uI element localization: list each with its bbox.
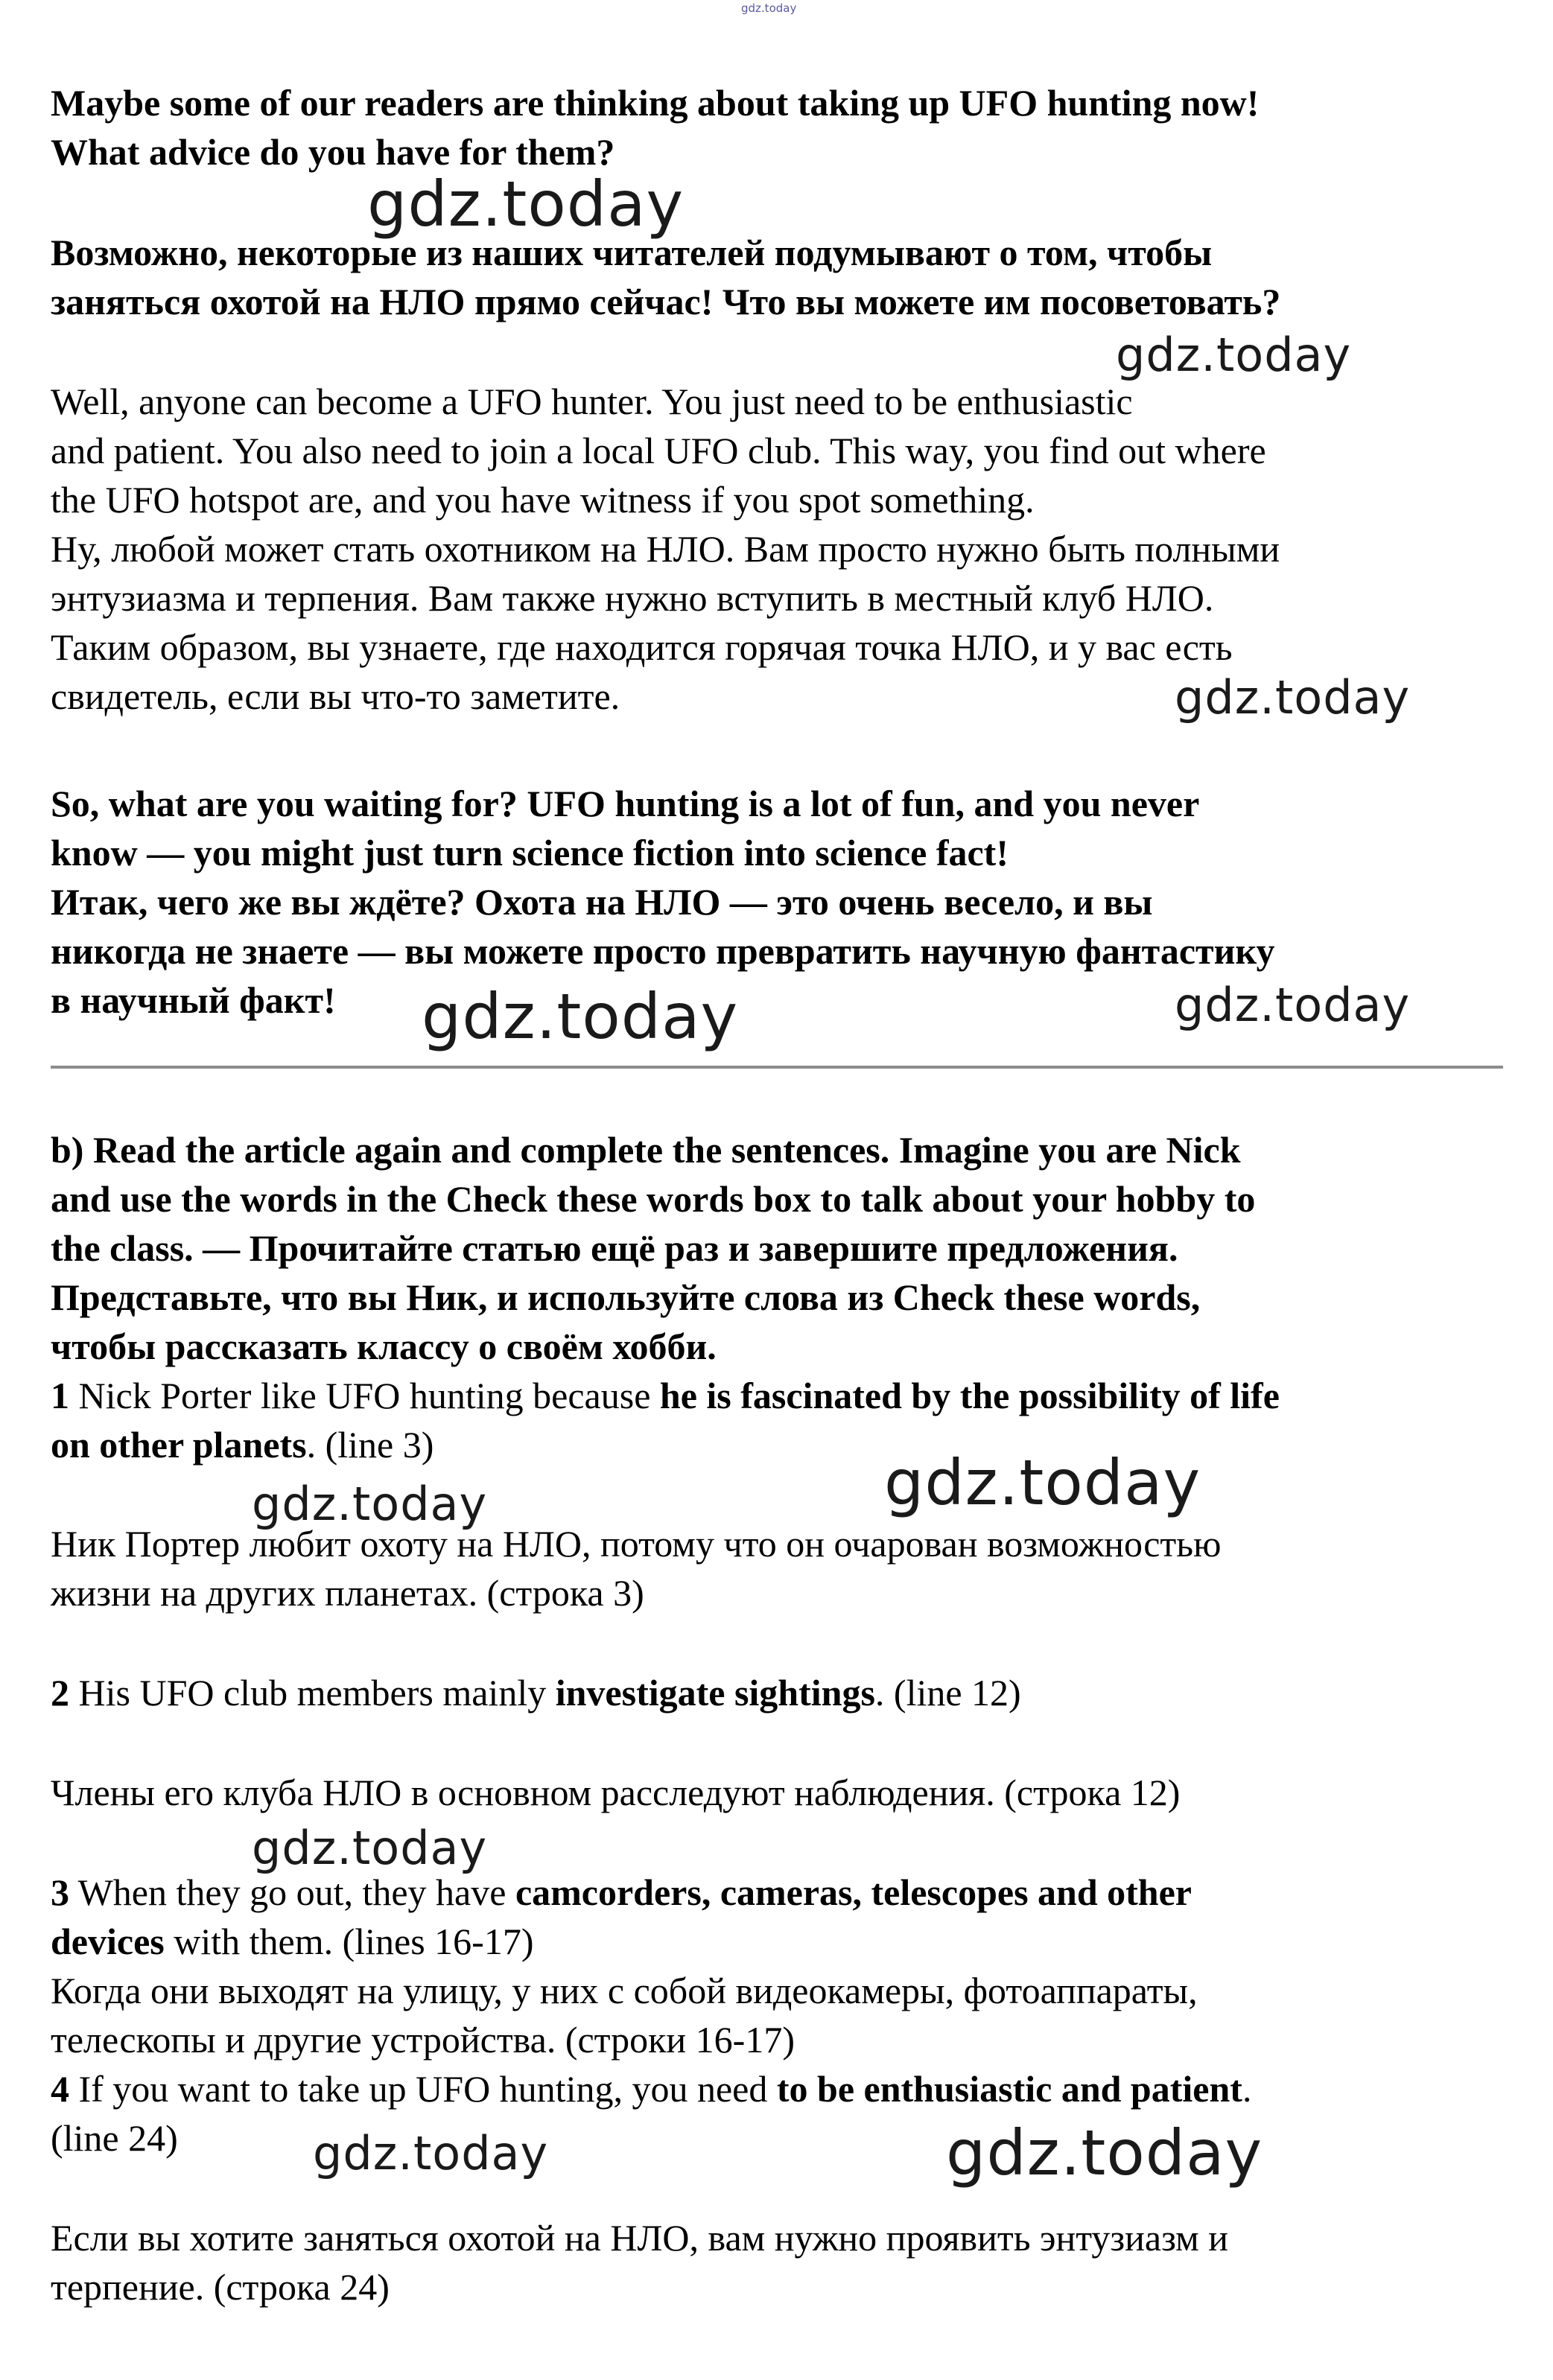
item-2-en-line-1 xyxy=(51,1668,1021,1717)
task-line-3: the class. — Прочитайте статью ещё раз и завершите предложения. xyxy=(51,1227,1178,1269)
item-3-number: 3 xyxy=(51,1871,69,1913)
item-3-line-ref: with them. (lines 16-17) xyxy=(164,1921,534,1962)
item-4-en-line-1 xyxy=(51,2064,1251,2113)
item-3-text: When they go out, they have xyxy=(69,1871,515,1913)
item-1-number: 1 xyxy=(51,1375,69,1416)
item-1-en-line-2 xyxy=(51,1420,433,1469)
item-1-ru-line-2: жизни на других планетах. (строка 3) xyxy=(51,1572,644,1614)
watermark-2: gdz.today xyxy=(1116,328,1352,382)
closing-en-line-1: So, what are you waiting for? UFO hunting is a lot of fun, and you never xyxy=(51,783,1200,824)
answer-en-line-2: and patient. You also need to join a local UFO club. This way, you find out where xyxy=(51,430,1266,471)
item-3-answer-cont: devices xyxy=(51,1921,165,1962)
watermark-7: gdz.today xyxy=(884,1446,1201,1519)
item-1-en-line-1 xyxy=(51,1371,1280,1420)
closing-en-line-2: know — you might just turn science fiction into science fact! xyxy=(51,832,1009,874)
task-line-5: чтобы рассказать классу о своём хобби. xyxy=(51,1326,717,1367)
header-watermark: gdz.today xyxy=(741,1,797,15)
item-1-ru-line-1: Ник Портер любит охоту на НЛО, потому что он очарован возможностью xyxy=(51,1523,1222,1565)
watermark-1: gdz.today xyxy=(367,168,685,241)
answer-ru-line-2: энтузиазма и терпения. Вам также нужно вступить в местный клуб НЛО. xyxy=(51,577,1214,619)
item-3-answer: camcorders, cameras, telescopes and other xyxy=(515,1871,1192,1913)
watermark-4: gdz.today xyxy=(422,980,739,1053)
watermark-3: gdz.today xyxy=(1175,670,1411,725)
item-3-en-line-2 xyxy=(51,1917,534,1966)
item-2-number: 2 xyxy=(51,1672,69,1714)
question-ru-line-2: заняться охотой на НЛО прямо сейчас! Что вы можете им посоветовать? xyxy=(51,281,1281,322)
item-3-en-line-1 xyxy=(51,1868,1192,1917)
answer-ru-line-1: Ну, любой может стать охотником на НЛО. Вам просто нужно быть полными xyxy=(51,528,1280,570)
item-3-ru-line-2: телескопы и другие устройства. (строки 16-17) xyxy=(51,2019,795,2061)
watermark-5: gdz.today xyxy=(1175,978,1411,1032)
question-ru-line-1: Возможно, некоторые из наших читателей подумывают о том, чтобы xyxy=(51,232,1213,273)
watermark-9: gdz.today xyxy=(313,2126,549,2180)
item-4-number: 4 xyxy=(51,2068,69,2110)
watermark-6: gdz.today xyxy=(252,1477,488,1531)
section-divider xyxy=(51,1066,1503,1069)
task-line-2: and use the words in the Check these words box to talk about your hobby to xyxy=(51,1178,1256,1220)
item-1-text: Nick Porter like UFO hunting because xyxy=(69,1375,660,1416)
closing-ru-line-2: никогда не знаете — вы можете просто превратить научную фантастику xyxy=(51,930,1275,972)
closing-ru-line-3: в научный факт! xyxy=(51,979,336,1021)
answer-ru-line-3: Таким образом, вы узнаете, где находится горячая точка НЛО, и у вас есть xyxy=(51,626,1233,668)
item-4-ru-line-2: терпение. (строка 24) xyxy=(51,2266,390,2308)
answer-en-line-3: the UFO hotspot are, and you have witness if you spot something. xyxy=(51,479,1035,521)
closing-ru-line-1: Итак, чего же вы ждёте? Охота на НЛО — это очень весело, и вы xyxy=(51,881,1153,923)
question-en-line-2: What advice do you have for them? xyxy=(51,131,615,173)
item-4-en-line-2: (line 24) xyxy=(51,2117,178,2159)
item-4-text: If you want to take up UFO hunting, you need xyxy=(69,2068,777,2110)
task-line-4: Представьте, что вы Ник, и используйте слова из Check these words, xyxy=(51,1276,1201,1318)
item-1-answer: he is fascinated by the possibility of life xyxy=(659,1375,1280,1416)
item-1-answer-cont: on other planets xyxy=(51,1424,307,1466)
item-2-ru-line-1: Члены его клуба НЛО в основном расследуют наблюдения. (строка 12) xyxy=(51,1772,1181,1813)
item-2-answer: investigate sightings xyxy=(555,1672,875,1714)
task-line-1: b) Read the article again and complete the sentences. Imagine you are Nick xyxy=(51,1129,1241,1171)
item-4-answer: to be enthusiastic and patient xyxy=(776,2068,1242,2110)
question-en-line-1: Maybe some of our readers are thinking about taking up UFO hunting now! xyxy=(51,82,1260,124)
item-1-line-ref: . (line 3) xyxy=(306,1424,434,1466)
item-4-ru-line-1: Если вы хотите заняться охотой на НЛО, вам нужно проявить энтузиазм и xyxy=(51,2217,1229,2259)
item-4-period: . xyxy=(1242,2068,1252,2110)
watermark-10: gdz.today xyxy=(946,2116,1263,2189)
answer-en-line-1: Well, anyone can become a UFO hunter. You just need to be enthusiastic xyxy=(51,381,1133,422)
item-2-line-ref: . (line 12) xyxy=(874,1672,1021,1714)
item-2-text: His UFO club members mainly xyxy=(69,1672,556,1714)
item-3-ru-line-1: Когда они выходят на улицу, у них с собой видеокамеры, фотоаппараты, xyxy=(51,1970,1198,2011)
watermark-8: gdz.today xyxy=(252,1821,488,1875)
answer-ru-line-4: свидетель, если вы что-то заметите. xyxy=(51,675,620,717)
